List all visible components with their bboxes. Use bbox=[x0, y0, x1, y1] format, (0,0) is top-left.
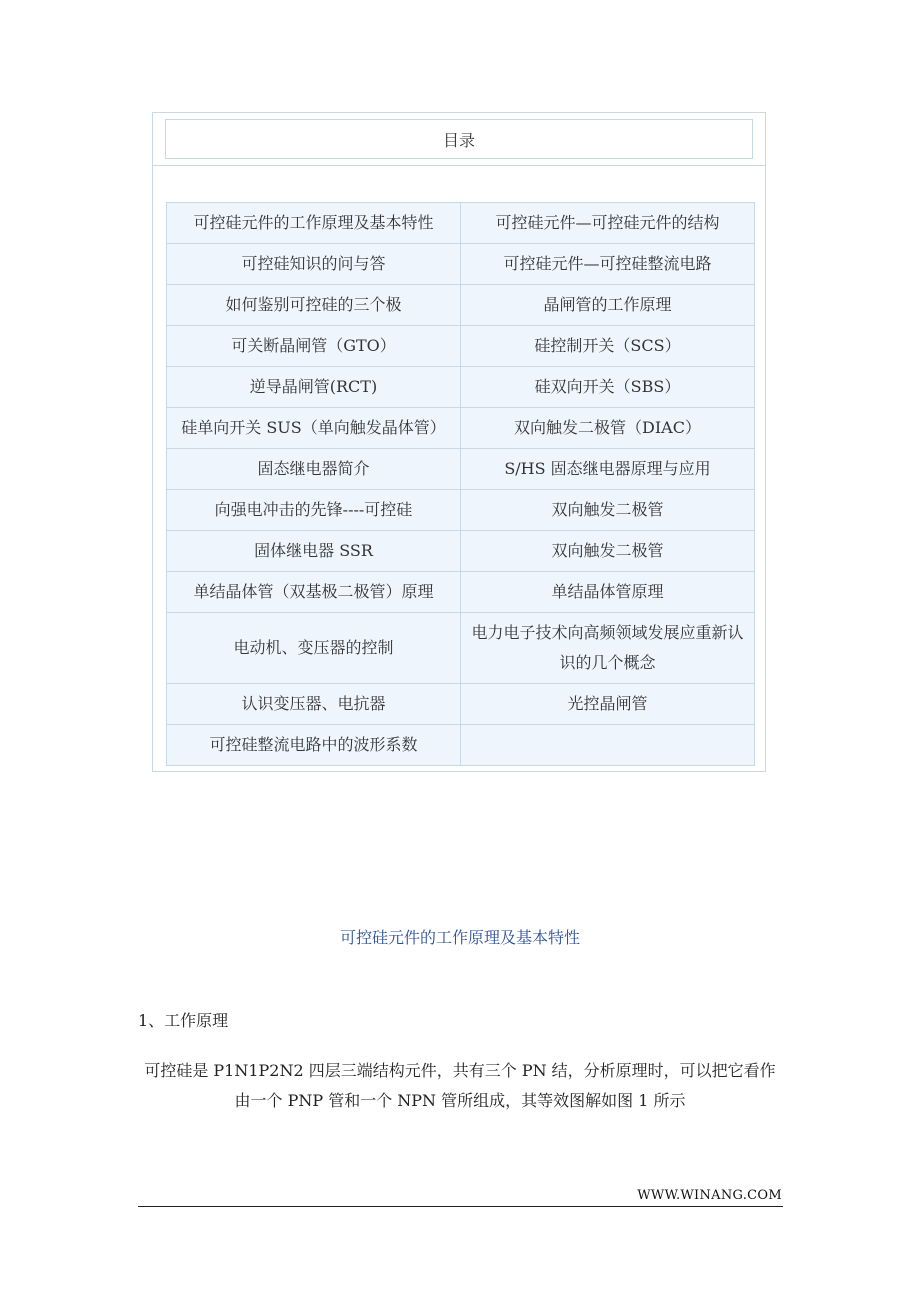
toc-link[interactable]: 可关断晶闸管（GTO） bbox=[167, 326, 461, 367]
toc-table bbox=[166, 202, 755, 766]
toc-title: 目录 bbox=[165, 119, 753, 159]
toc-link[interactable]: 可控硅知识的问与答 bbox=[167, 244, 461, 285]
toc-link[interactable]: 可控硅元件—可控硅整流电路 bbox=[461, 244, 755, 285]
toc-link[interactable]: 硅单向开关 SUS（单向触发晶体管） bbox=[167, 408, 461, 449]
toc-link[interactable]: 电动机、变压器的控制 bbox=[167, 613, 461, 684]
table-row bbox=[167, 285, 755, 326]
table-row bbox=[167, 326, 755, 367]
toc-link[interactable]: 可控硅整流电路中的波形系数 bbox=[167, 725, 461, 766]
table-row bbox=[167, 367, 755, 408]
table-row bbox=[167, 449, 755, 490]
toc-link[interactable]: 晶闸管的工作原理 bbox=[461, 285, 755, 326]
table-row bbox=[167, 244, 755, 285]
toc-link[interactable]: 双向触发二极管 bbox=[461, 490, 755, 531]
table-row bbox=[167, 572, 755, 613]
subheading: 1、工作原理 bbox=[138, 1011, 229, 1030]
table-row bbox=[167, 613, 755, 684]
toc-link[interactable]: 硅控制开关（SCS） bbox=[461, 326, 755, 367]
toc-link[interactable]: 单结晶体管原理 bbox=[461, 572, 755, 613]
toc-link[interactable]: 认识变压器、电抗器 bbox=[167, 684, 461, 725]
table-row bbox=[167, 490, 755, 531]
toc-link[interactable]: 向强电冲击的先锋----可控硅 bbox=[167, 490, 461, 531]
toc-link[interactable]: 如何鉴别可控硅的三个极 bbox=[167, 285, 461, 326]
toc-link[interactable]: 电力电子技术向高频领域发展应重新认识的几个概念 bbox=[461, 613, 755, 684]
body-paragraph: 可控硅是 P1N1P2N2 四层三端结构元件，共有三个 PN 结，分析原理时，可以把它看作由一个 PNP 管和一个 NPN 管所组成，其等效图解如图 1 所示 bbox=[144, 1061, 776, 1110]
toc-link[interactable]: 双向触发二极管 bbox=[461, 531, 755, 572]
table-row bbox=[167, 531, 755, 572]
toc-link[interactable]: 光控晶闸管 bbox=[461, 684, 755, 725]
toc-link[interactable]: 硅双向开关（SBS） bbox=[461, 367, 755, 408]
toc-box bbox=[152, 112, 766, 772]
toc-link[interactable]: S/HS 固态继电器原理与应用 bbox=[461, 449, 755, 490]
toc-link[interactable]: 双向触发二极管（DIAC） bbox=[461, 408, 755, 449]
table-row bbox=[167, 203, 755, 244]
toc-link[interactable]: 逆导晶闸管(RCT) bbox=[167, 367, 461, 408]
table-row bbox=[167, 408, 755, 449]
table-row bbox=[167, 684, 755, 725]
footer-rule bbox=[138, 1206, 783, 1207]
footer-site-url: WWW.WINANG.COM bbox=[637, 1188, 782, 1203]
toc-divider bbox=[153, 165, 765, 166]
toc-link[interactable]: 可控硅元件—可控硅元件的结构 bbox=[461, 203, 755, 244]
toc-link[interactable]: 固体继电器 SSR bbox=[167, 531, 461, 572]
toc-link[interactable]: 可控硅元件的工作原理及基本特性 bbox=[167, 203, 461, 244]
table-row bbox=[167, 725, 755, 766]
toc-link[interactable]: 单结晶体管（双基极二极管）原理 bbox=[167, 572, 461, 613]
toc-empty-cell bbox=[461, 725, 755, 766]
section-heading: 可控硅元件的工作原理及基本特性 bbox=[339, 928, 580, 947]
toc-link[interactable]: 固态继电器简介 bbox=[167, 449, 461, 490]
